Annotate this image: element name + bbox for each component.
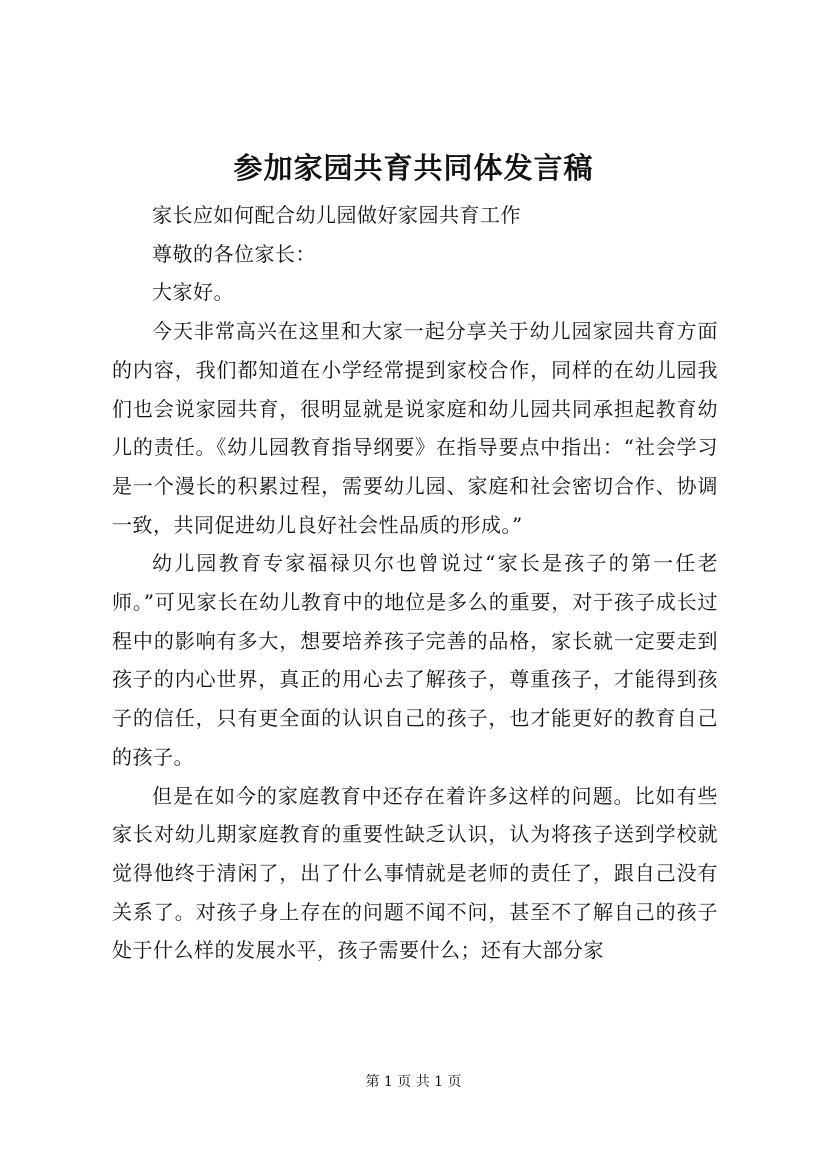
- document-body: [112, 196, 718, 970]
- body-paragraph: 但是在如今的家庭教育中还存在着许多这样的问题。比如有些家长对幼儿期家庭教育的重要性缺乏认识，认为将孩子送到学校就觉得他终于清闲了，出了什么事情就是老师的责任了，跟自己没有关系了。对孩子身上存在的问题不闻不问，甚至不了解自己的孩子处于什么样的发展水平，孩子需要什么；还有大部分家: [112, 783, 718, 963]
- body-paragraph: 今天非常高兴在这里和大家一起分享关于幼儿园家园共育方面的内容，我们都知道在小学经常提到家校合作，同样的在幼儿园我们也会说家园共育，很明显就是说家庭和幼儿园共同承担起教育幼儿的责任。《幼儿园教育指导纲要》在指导要点中指出：“社会学习是一个漫长的积累过程，需要幼儿园、家庭和社会密切合作、协调一致，共同促进幼儿良好社会性品质的形成。”: [112, 319, 718, 537]
- body-paragraph: 幼儿园教育专家福禄贝尔也曾说过“家长是孩子的第一任老师。”可见家长在幼儿教育中的地位是多么的重要，对于孩子成长过程中的影响有多大，想要培养孩子完善的品格，家长就一定要走到孩子的内心世界，真正的用心去了解孩子，尊重孩子，才能得到孩子的信任，只有更全面的认识自己的孩子，也才能更好的教育自己的孩子。: [112, 551, 718, 769]
- salutation-paragraph: 尊敬的各位家长：: [152, 241, 316, 266]
- page-footer: 第 1 页 共 1 页: [365, 1074, 462, 1090]
- greeting-paragraph: 大家好。: [152, 280, 234, 305]
- document-title: 参加家园共育共同体发言稿: [233, 151, 594, 185]
- subtitle-paragraph: 家长应如何配合幼儿园做好家园共育工作: [152, 203, 521, 227]
